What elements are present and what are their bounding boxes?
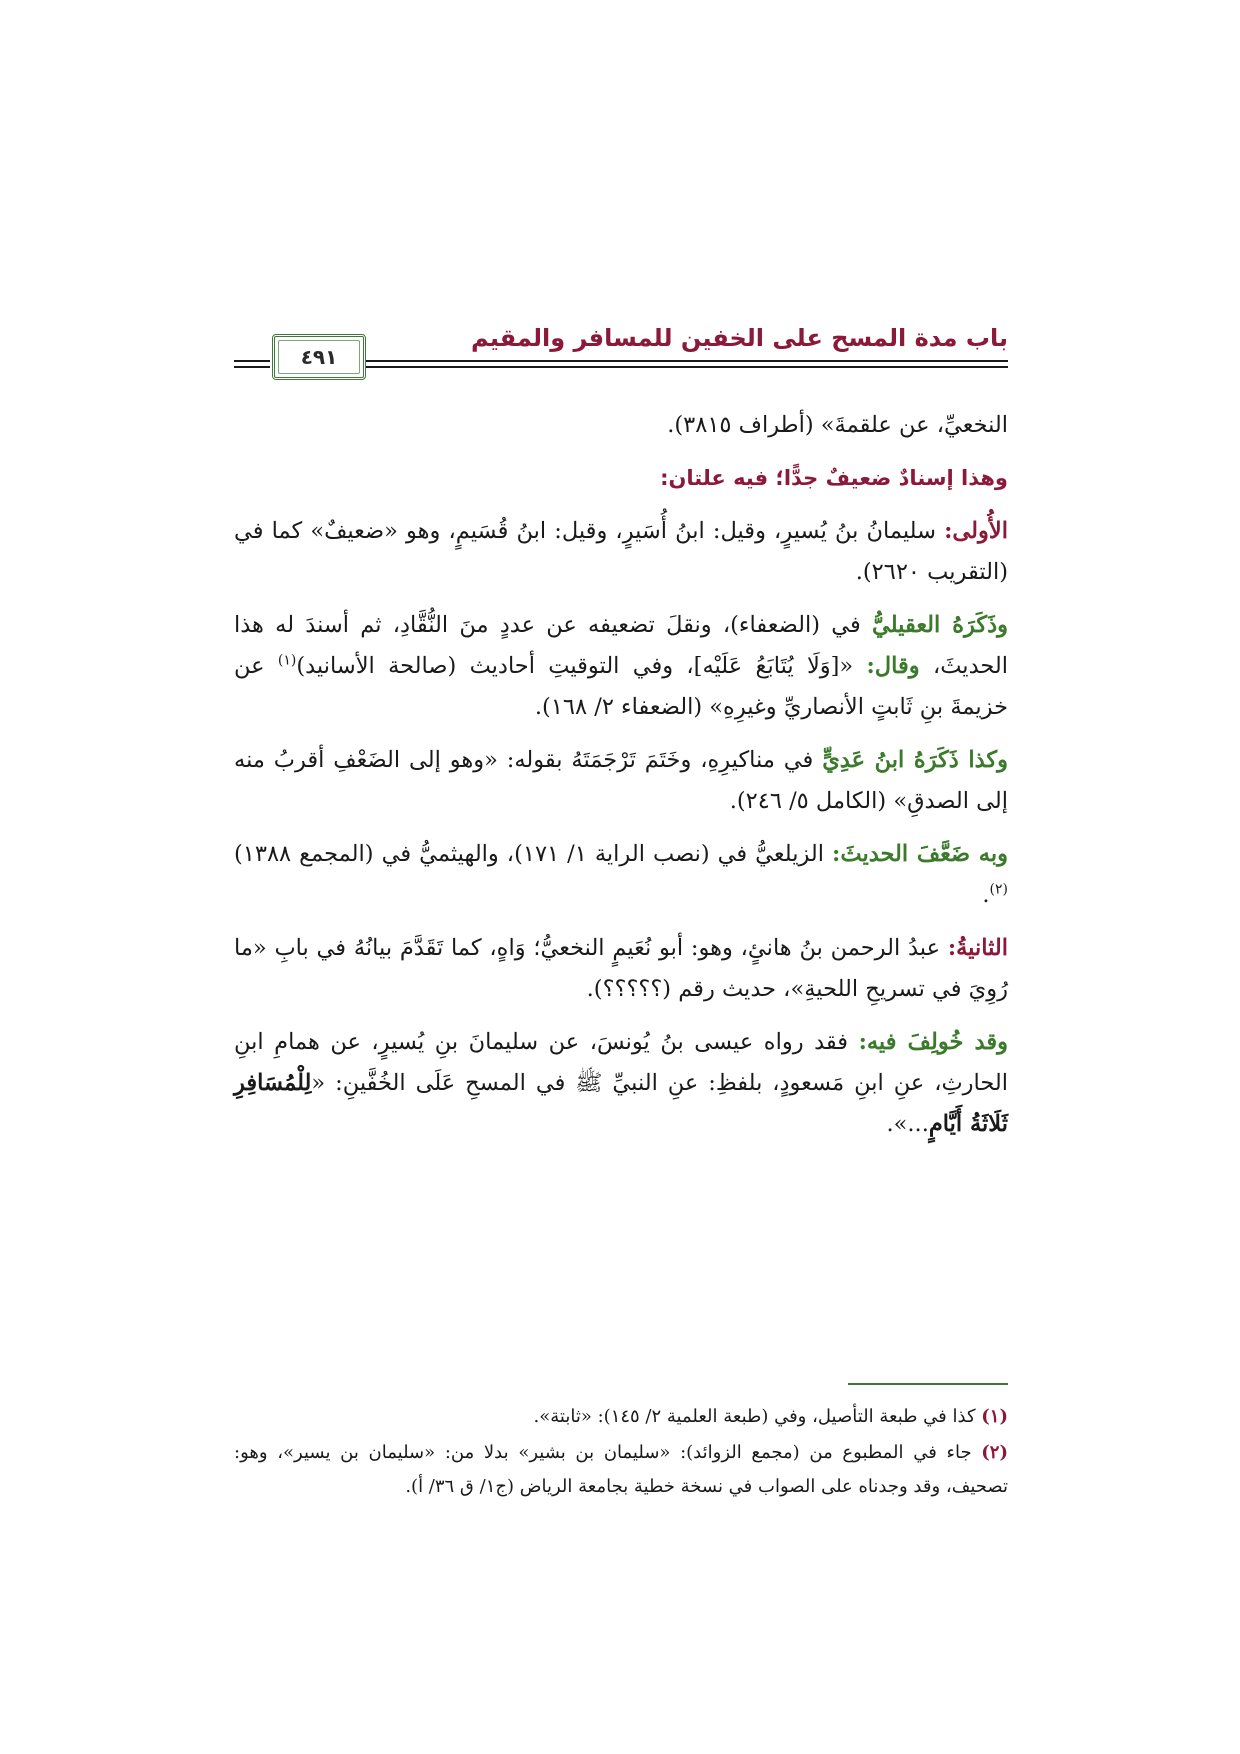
footnote-number: (٢) — [981, 1442, 1008, 1463]
paragraph: وقد خُولِفَ فيه: فقد رواه عيسى بنُ يُونسَ، عن سليمانَ بنِ يُسيرٍ، عن همامِ ابنِ الحارثِ، عنِ ابنِ مَسعودٍ، بلفظِ: عنِ النبيِّ ﷺ في المسحِ عَلَى الخُفَّينِ: «لِلْمُسَافِرِ ثَلَاثَةُ أَيَّامٍ...». — [234, 1029, 1008, 1137]
footnotes — [234, 1400, 1008, 1506]
paragraph: النخعيِّ، عن علقمةَ» (أطراف ٣٨١٥). — [667, 412, 1008, 438]
paragraph: الثانيةُ: عبدُ الرحمن بنُ هانئٍ، وهو: أبو نُعَيمٍ النخعيُّ؛ وَاهٍ، كما تَقَدَّمَ بيانُهُ في بابِ «ما رُوِيَ في تسريحِ اللحيةِ»، حديث رقم (؟؟؟؟؟). — [234, 935, 1008, 1002]
lead-term: وكذا ذَكَرَهُ ابنُ عَدِيٍّ — [822, 747, 1008, 773]
lead-term: الثانيةُ: — [947, 935, 1008, 961]
header-rule — [364, 360, 1008, 362]
page-number — [272, 334, 366, 380]
lead-term: وقال: — [866, 653, 920, 679]
section-heading: وهذا إسنادٌ ضعيفٌ جدًّا؛ فيه علتان: — [660, 466, 1008, 490]
paragraph: وبه ضَعَّفَ الحديثَ: الزيلعيُّ في (نصب الراية ١/ ١٧١)، والهيثميُّ في (المجمع ١٣٨٨)$^{(٢)}$. — [234, 841, 1008, 908]
main-text — [234, 405, 1008, 1157]
footnote-ref[interactable]: (٢) — [989, 881, 1008, 898]
paragraph: الأُولى: سليمانُ بنُ يُسيرٍ، وقيل: ابنُ أُسَيرٍ، وقيل: ابنُ قُسَيمٍ، وهو «ضعيفٌ» كما في (التقريب ٢٦٢٠). — [234, 518, 1008, 585]
footnote-ref[interactable]: (١) — [277, 652, 297, 669]
lead-term: وبه ضَعَّفَ الحديثَ: — [832, 841, 1008, 867]
footnote-number: (١) — [981, 1406, 1008, 1427]
footnote: (١) كذا في طبعة التأصيل، وفي (طبعة العلمية ٢/ ١٤٥): «ثابتة». — [533, 1406, 1008, 1427]
header-rule — [234, 366, 270, 368]
lead-term: الأُولى: — [944, 518, 1008, 544]
footnote: (٢) جاء في المطبوع من (مجمع الزوائد): «سليمان بن بشير» بدلا من: «سليمان بن يسير»، وهو: تصحيف، وقد وجدناه على الصواب في نسخة خطية بجامعة الرياض (ج١/ ق ٣٦/ أ). — [234, 1442, 1008, 1497]
page-header — [234, 310, 1008, 380]
lead-term: وقد خُولِفَ فيه: — [858, 1029, 1008, 1055]
chapter-title: باب مدة المسح على الخفين للمسافر والمقيم — [471, 324, 1008, 352]
header-rule — [364, 366, 1008, 368]
page-number-text: ٤٩١ — [300, 345, 338, 369]
paragraph: وكذا ذَكَرَهُ ابنُ عَدِيٍّ في مناكيرِهِ، وخَتَمَ تَرْجَمَتَهُ بقوله: «وهو إلى الضَعْفِ أقربُ منه إلى الصدقِ» (الكامل ٥/ ٢٤٦). — [234, 747, 1008, 814]
paragraph: وذَكَرَهُ العقيليُّ في (الضعفاء)، ونقلَ تضعيفه عن عددٍ منَ النُّقَّادِ، ثم أسندَ له هذا الحديثَ، وقال: «[وَلَا يُتَابَعُ عَلَيْه]، وفي التوقيتِ أحاديث (صالحة الأسانيد)$^{(١)}$ عن خزيمةَ بنِ ثَابتٍ الأنصاريِّ وغيرِهِ» (الضعفاء ٢/ ١٦٨). — [234, 612, 1009, 720]
footnote-divider — [848, 1383, 1008, 1385]
hadith-quote: لِلْمُسَافِرِ ثَلَاثَةُ أَيَّامٍ — [234, 1070, 1008, 1137]
header-rule — [234, 360, 270, 362]
lead-term: وذَكَرَهُ العقيليُّ — [871, 612, 1008, 638]
